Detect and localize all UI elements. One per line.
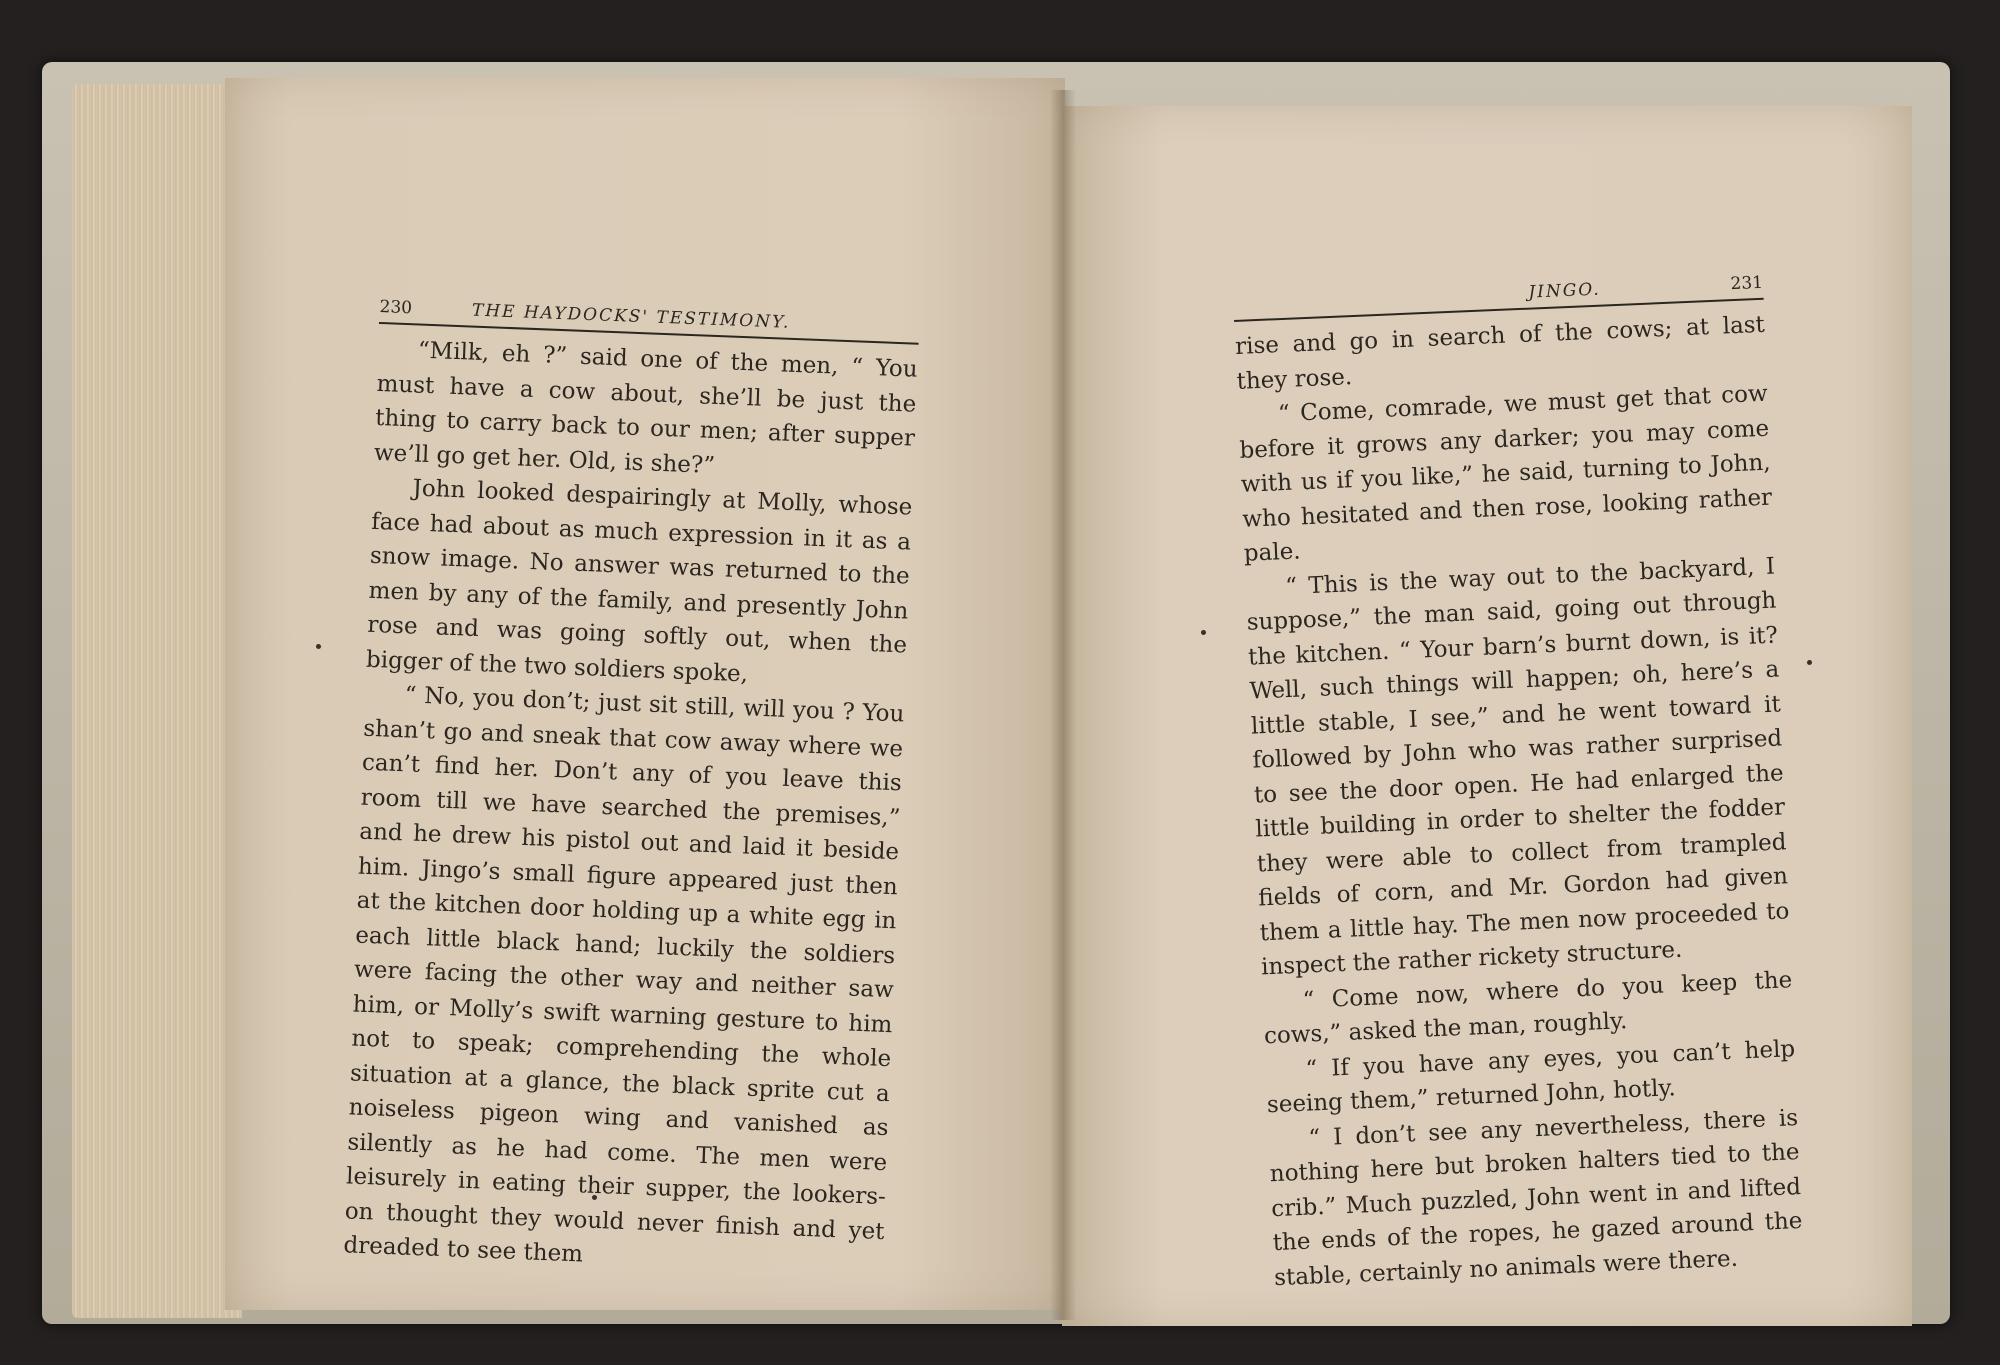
paragraph: “ This is the way out to the backyard, I suppose,” the man said, going out through the kitchen. “ Your barn’s burnt down, is it? Well, such things will happen; oh, here’s a little stable, I see,” and he went toward it followed by John who was rather surprised to see the door open. He had enlarged the little building in order to shelter the fodder they were able to collect from trampled fields of corn, and Mr. Gordon had given them a little hay. The men now proceeded to inspect the rather rickety structure.	[1246, 553, 1790, 981]
ink-speck	[1201, 630, 1206, 635]
ink-speck	[1807, 660, 1812, 665]
paragraph: John looked despairingly at Molly, whose face had about as much expression in it as a snow image. No answer was returned to the men by any of the family, and presently John rose and was going softly out, when the bigger of the two soldiers spoke,	[365, 475, 913, 687]
running-head: THE HAYDOCKS' TESTIMONY.	[471, 300, 791, 333]
paragraph: “ If you have any eyes, you can’t help seeing them,” returned John, hotly.	[1266, 1035, 1796, 1119]
page-number: 231	[1730, 272, 1764, 295]
book-gutter	[1050, 90, 1076, 1320]
paragraph: “ I don’t see any nevertheless, there is nothing here but broken halters tied to the crib.” Much puzzled, John went in and lifted the ends of the ropes, he gazed around the stable, certainly no animals were there.	[1269, 1104, 1803, 1291]
ink-speck	[316, 644, 321, 649]
running-head: JINGO.	[1527, 279, 1602, 303]
paragraph: “Milk, eh ?” said one of the men, “ You must have a cow about, she’ll be just the thing to carry back to our men; after supper we’ll go get her. Old, is she?”	[373, 337, 919, 479]
page-number: 230	[379, 296, 413, 319]
paragraph: “ Come, comrade, we must get that cow before it grows any darker; you may come with us if you like,” he said, turning to John, who hesitated and then rose, looking rather pale.	[1239, 380, 1773, 567]
continuation-paragraph: rise and go in search of the cows; at last they rose.	[1234, 311, 1766, 395]
page-edges	[72, 84, 242, 1318]
left-page-text	[343, 296, 920, 1284]
paragraph: “ Come now, where do you keep the cows,” asked the man, roughly.	[1263, 966, 1793, 1050]
paragraph: “ No, you don’t; just sit still, will you ? You shan’t go and sneak that cow away where we can’t find her. Don’t any of you leave this room till we have searched the premises,” and he drew his pistol out and laid it beside him. Jingo’s small figure appeared just then at the kitchen door holding up a white egg in each little black hand; luckily the soldiers were facing the other way and neither saw him, or Molly’s swift warning gesture to him not to speak; comprehending the whole situation at a glance, the black sprite cut a noiseless pigeon wing and vanished as silently as he had come. The men were leisurely in eating their supper, the lookers-on thought they would never finish and yet dreaded to see them	[343, 682, 905, 1268]
right-page-text	[1233, 272, 1804, 1295]
